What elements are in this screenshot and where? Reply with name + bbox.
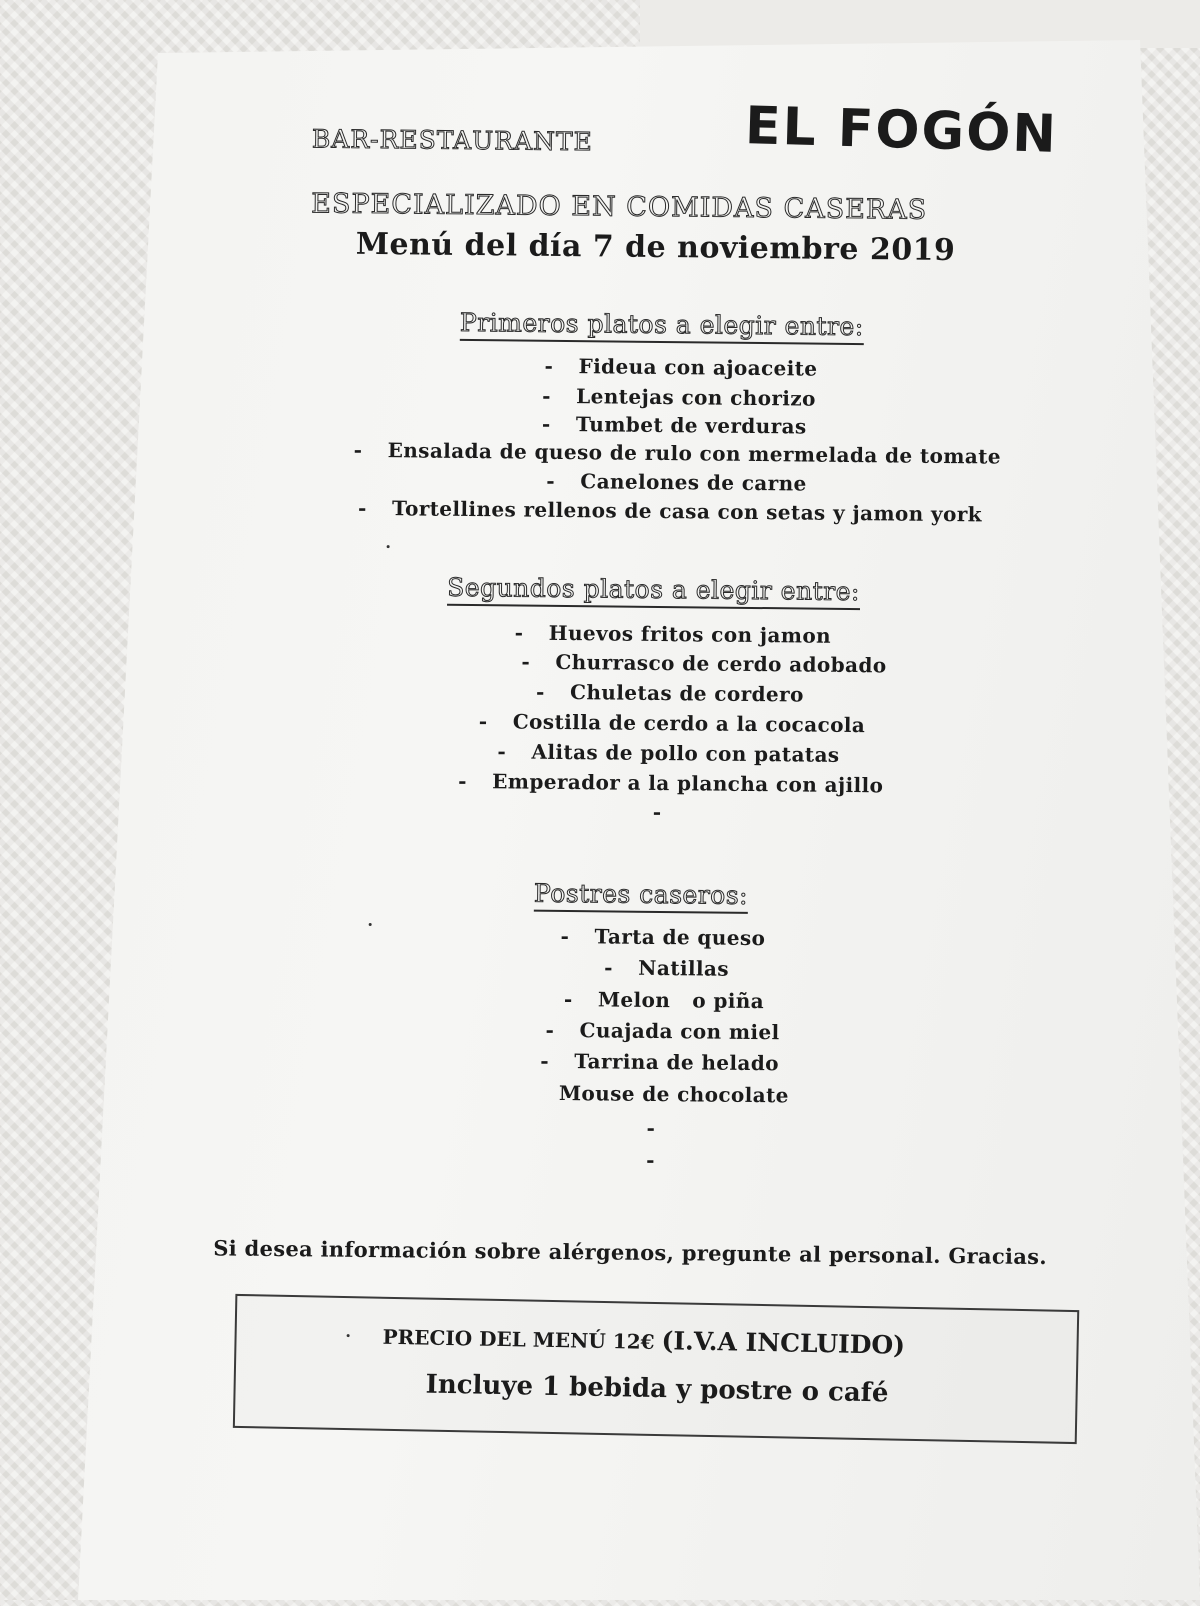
- segundos-item: [536, 680, 804, 707]
- dessert-name: Cuajada con miel: [579, 1018, 780, 1045]
- dash-bullet: -: [458, 768, 468, 793]
- dash-bullet: -: [353, 437, 363, 462]
- dash-bullet: -: [541, 411, 551, 436]
- price-prefix: PRECIO DEL MENÚ 12€: [382, 1324, 655, 1354]
- dish-name: Tortellines rellenos de casa con setas y jamon york: [391, 496, 983, 527]
- stray-dot: [387, 545, 390, 548]
- postres-item: [604, 955, 729, 980]
- postres-item: [540, 1049, 779, 1075]
- establishment-type: BAR-RESTAURANTE: [311, 124, 594, 157]
- dessert-name: Mouse de chocolate: [558, 1080, 789, 1108]
- dash-bullet: -: [497, 739, 507, 764]
- postres-item: [564, 987, 764, 1013]
- empty-dash: -: [646, 1147, 656, 1172]
- dash-bullet: -: [540, 1048, 550, 1073]
- dish-name: Chuletas de cordero: [569, 680, 804, 707]
- dash-bullet: -: [563, 987, 573, 1012]
- dash-bullet: -: [514, 620, 524, 645]
- dash-bullet: -: [536, 679, 545, 704]
- postres-item: [559, 1081, 789, 1107]
- allergen-note: Si desea información sobre alérgenos, pregunte al personal. Gracias.: [213, 1235, 1048, 1270]
- dash-bullet: -: [545, 1017, 555, 1042]
- primeros-item: [544, 354, 817, 381]
- dish-name: Ensalada de queso de rulo con mermelada de tomate: [387, 438, 1002, 469]
- dish-name: Costilla de cerdo a la cocacola: [512, 709, 866, 738]
- dash-bullet: -: [546, 468, 556, 493]
- segundos-item: [458, 769, 883, 797]
- primeros-item: [542, 384, 816, 411]
- menu-date-title: Menú del día 7 de noviembre 2019: [355, 226, 956, 269]
- dish-name: Fideua con ajoaceite: [578, 354, 818, 381]
- primeros-item: [546, 469, 807, 496]
- primeros-heading: Primeros platos a elegir entre:: [460, 308, 864, 345]
- segundos-item: [497, 739, 839, 767]
- specialty-line: ESPECIALIZADO EN COMIDAS CASERAS: [311, 188, 928, 226]
- empty-dash: -: [646, 1115, 656, 1140]
- postres-heading: Postres caseros:: [534, 879, 748, 914]
- primeros-item: [542, 412, 807, 439]
- menu-price: [382, 1321, 905, 1360]
- dessert-name: Tarta de queso: [594, 924, 766, 951]
- segundos-heading: Segundos platos a elegir entre:: [447, 573, 860, 610]
- dash-bullet: -: [544, 353, 554, 378]
- postres-item: [545, 1018, 779, 1044]
- primeros-item: [358, 496, 982, 527]
- dish-name: Canelones de carne: [580, 469, 807, 496]
- dash-bullet: -: [604, 955, 614, 980]
- segundos-item: [479, 709, 866, 737]
- price-box: [233, 1294, 1079, 1444]
- segundos-item: [521, 650, 886, 678]
- dash-bullet: -: [560, 923, 570, 949]
- dish-name: Churrasco de cerdo adobado: [555, 649, 887, 678]
- dish-name: Huevos fritos con jamon: [548, 620, 832, 648]
- dish-name: Tumbet de verduras: [575, 412, 807, 439]
- stray-dot: [347, 1334, 350, 1337]
- dash-bullet: -: [521, 649, 531, 674]
- dish-name: Emperador a la plancha con ajillo: [492, 769, 884, 798]
- price-tax-note: (I.V.A INCLUIDO): [661, 1326, 906, 1360]
- stray-dot: [369, 923, 372, 926]
- dash-bullet: -: [542, 383, 552, 408]
- segundos-item: [515, 620, 832, 647]
- menu-includes: Incluye 1 bebida y postre o café: [425, 1369, 889, 1409]
- dessert-name: Melon o piña: [597, 987, 765, 1014]
- dessert-name: Natillas: [638, 955, 730, 981]
- primeros-item: [354, 438, 1002, 469]
- dish-name: Lentejas con chorizo: [576, 384, 816, 411]
- dash-bullet: -: [357, 495, 367, 520]
- postres-item: [560, 924, 765, 950]
- empty-dash: -: [652, 799, 662, 825]
- dash-bullet: -: [478, 709, 488, 734]
- dessert-name: Tarrina de helado: [574, 1049, 780, 1076]
- dish-name: Alitas de pollo con patatas: [531, 739, 840, 767]
- restaurant-name: EL FOGÓN: [744, 96, 1059, 165]
